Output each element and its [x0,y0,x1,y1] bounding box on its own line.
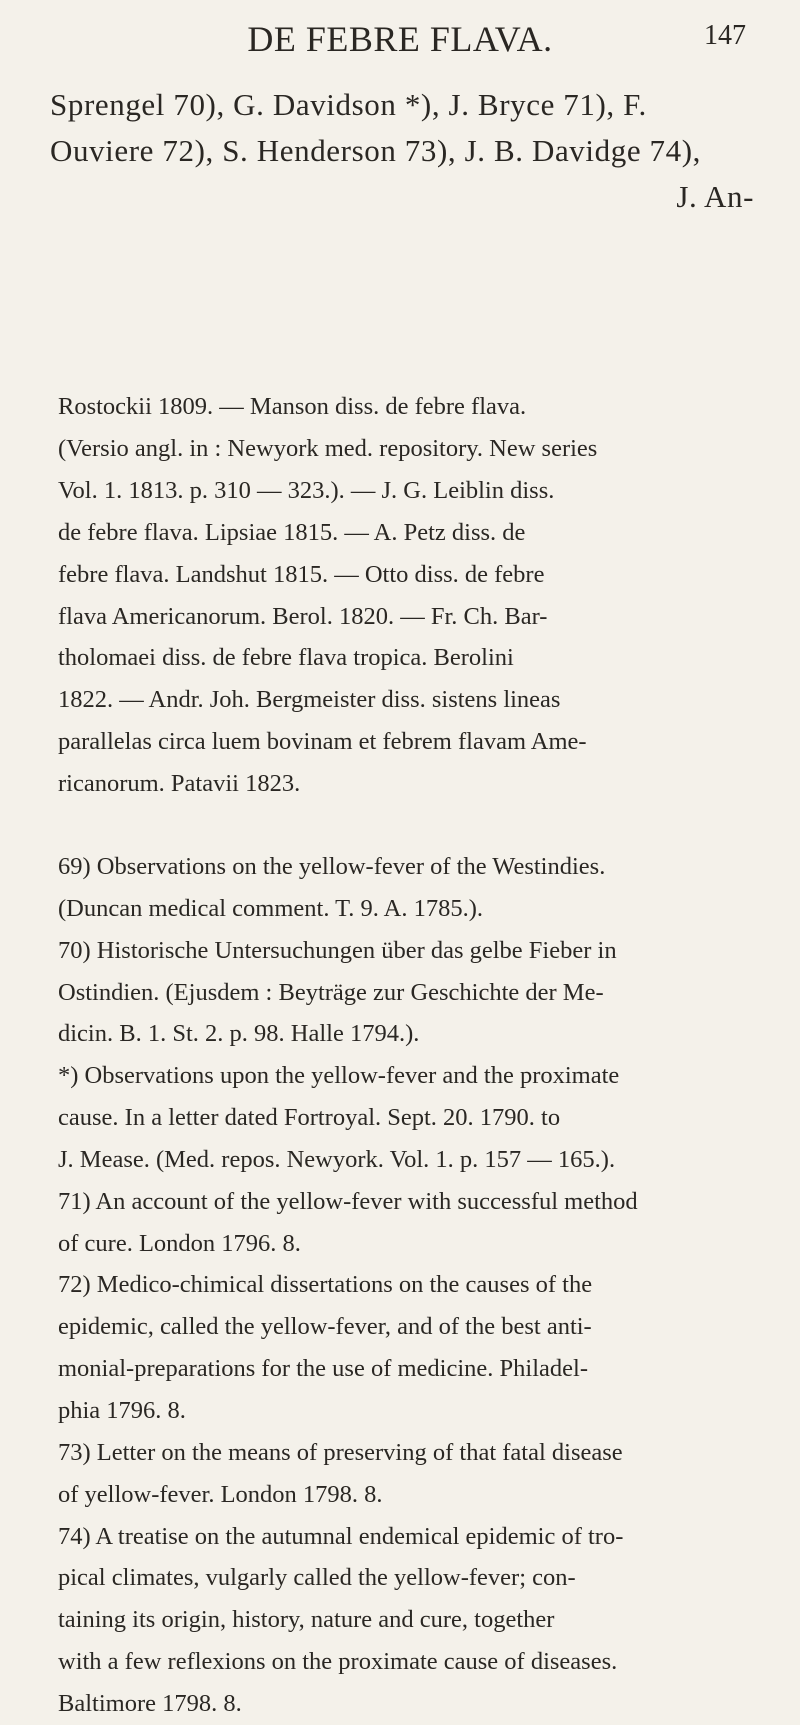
body-line: Vol. 1. 1813. p. 310 — 323.). — J. G. Leiblin diss. [58,476,555,504]
body-line: de febre flava. Lipsiae 1815. — A. Petz diss. de [58,518,526,546]
footnotes [58,846,754,1725]
body-line: ricanorum. Patavii 1823. [58,770,301,798]
footnote-line: of cure. London 1796. 8. [58,1229,301,1257]
footnote-line: monial-preparations for the use of medicine. Philadel- [58,1355,588,1383]
footnote-line: 73) Letter on the means of preserving of that fatal disease [58,1438,623,1466]
author-line: Sprengel 70), G. Davidson *), J. Bryce 71), F. [50,87,647,122]
footnote-line: taining its origin, history, nature and cure, together [58,1606,555,1634]
footnote-line: pical climates, vulgarly called the yellow-fever; con- [58,1564,576,1592]
footnote-line: dicin. B. 1. St. 2. p. 98. Halle 1794.). [58,1020,420,1048]
footnote-line: J. Mease. (Med. repos. Newyork. Vol. 1. p. 157 — 165.). [58,1145,616,1173]
body-line: parallelas circa luem bovinam et febrem flavam Ame- [58,728,587,756]
footnote-line: cause. In a letter dated Fortroyal. Sept. 20. 1790. to [58,1104,561,1132]
page-number: 147 [704,20,746,51]
footnote-line: of yellow-fever. London 1798. 8. [58,1480,383,1508]
body-line: Rostockii 1809. — Manson diss. de febre flava. [58,393,527,420]
footnote-line: Ostindien. (Ejusdem : Beyträge zur Geschichte der Me- [58,978,604,1006]
body-line: tholomaei diss. de febre flava tropica. Berolini [58,644,514,672]
footnote-line: phia 1796. 8. [58,1396,186,1424]
footnote-line: 71) An account of the yellow-fever with successful method [58,1187,638,1215]
running-title: DE FEBRE FLAVA. [247,19,553,59]
author-list [50,82,754,220]
footnote-line: Baltimore 1798. 8. [58,1689,242,1717]
footnote-line: 70) Historische Untersuchungen über das gelbe Fieber in [58,936,617,964]
footnote-line: 74) A treatise on the autumnal endemical epidemic of tro- [58,1522,624,1550]
footnote-line: *) Observations upon the yellow-fever and the proximate [58,1062,620,1090]
body-line: (Versio angl. in : Newyork med. repository. New series [58,434,598,462]
footnote-line: epidemic, called the yellow-fever, and of the best anti- [58,1313,592,1341]
footnote-line: with a few reflexions on the proximate cause of diseases. [58,1648,618,1676]
author-line: J. An- [676,179,754,214]
body-line: 1822. — Andr. Joh. Bergmeister diss. sistens lineas [58,686,561,714]
body-line: febre flava. Landshut 1815. — Otto diss. de febre [58,560,545,588]
author-line: Ouviere 72), S. Henderson 73), J. B. Davidge 74), [50,133,702,168]
body-line: flava Americanorum. Berol. 1820. — Fr. Ch. Bar- [58,602,548,630]
footnote-line: (Duncan medical comment. T. 9. A. 1785.). [58,894,484,922]
page-header [0,18,800,68]
dissertation-list [58,386,754,805]
footnote-line: 72) Medico-chimical dissertations on the causes of the [58,1271,593,1299]
footnote-line: 69) Observations on the yellow-fever of the Westindies. [58,853,606,880]
